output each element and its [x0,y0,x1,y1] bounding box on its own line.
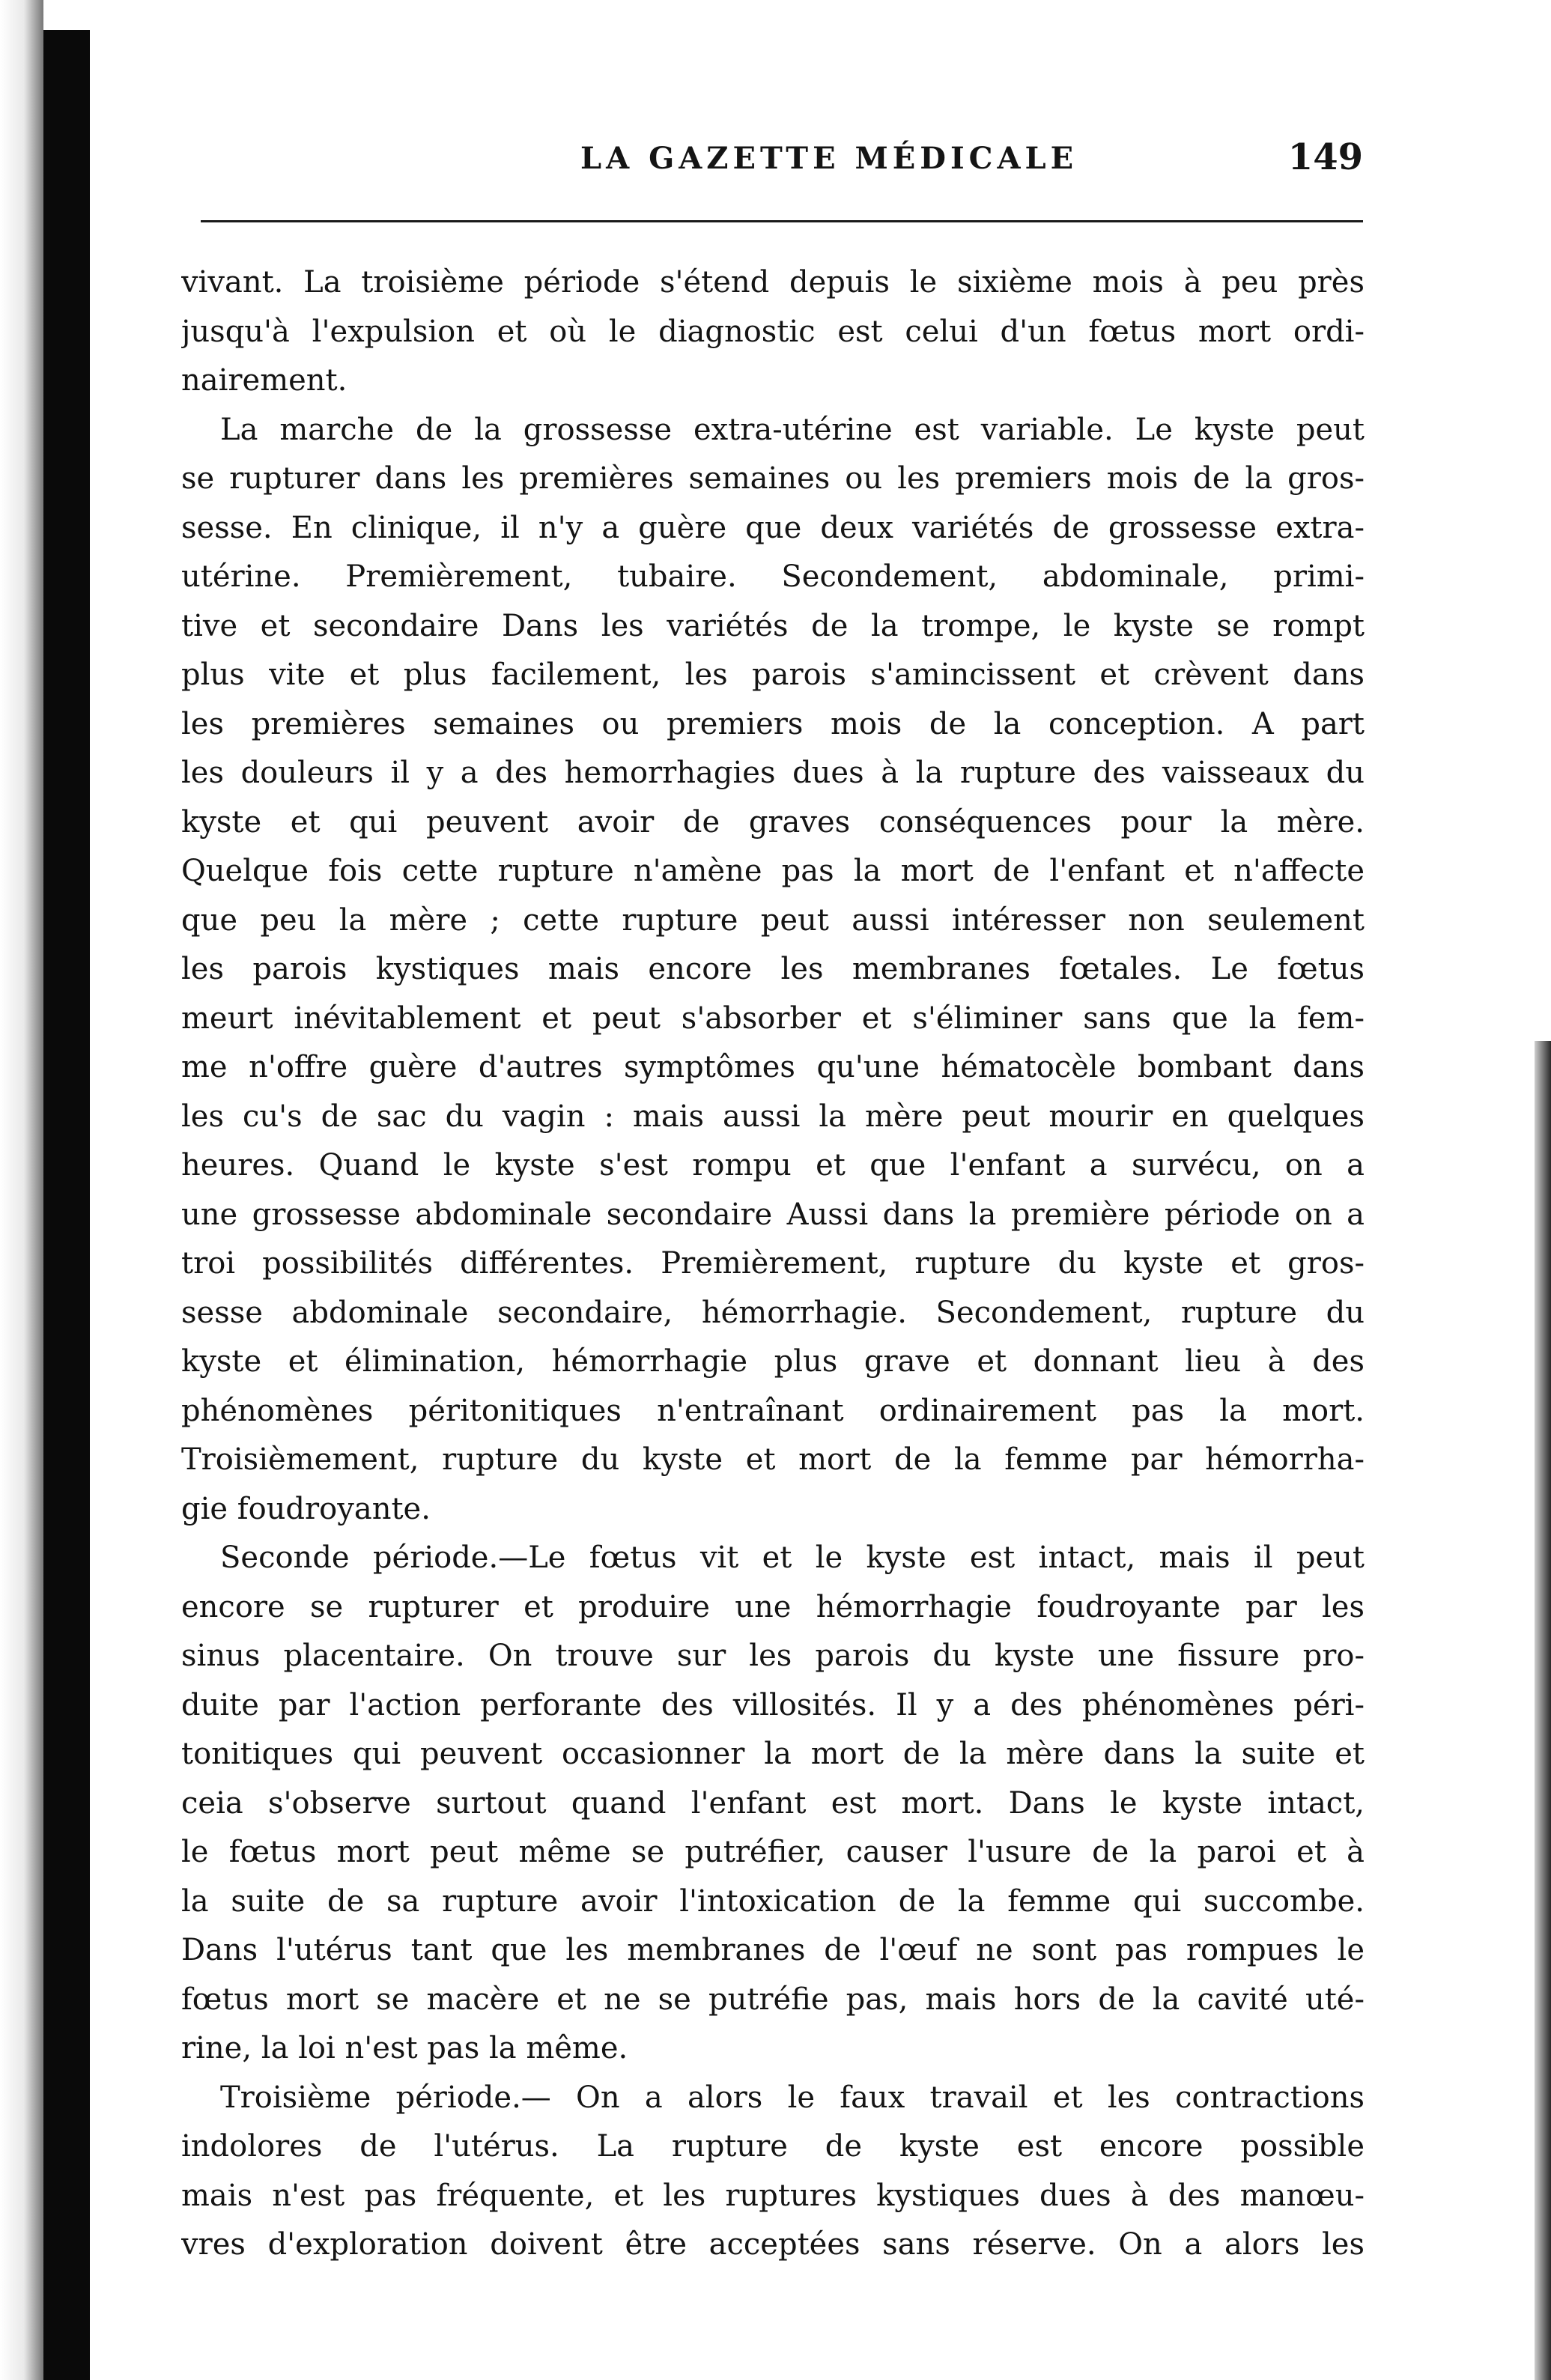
text-line: utérine. Premièrement, tubaire. Secondement, abdominale, primi- [181,559,1365,594]
scan-edge-left [0,0,43,2380]
text-line: se rupturer dans les premières semaines ou les premiers mois de la gros- [181,461,1365,496]
body-text [181,258,1365,2270]
running-title: LA GAZETTE MÉDICALE [580,141,1078,176]
text-line: nairement. [181,363,347,398]
text-line: tive et secondaire Dans les variétés de la trompe, le kyste se rompt [181,608,1365,643]
text-line: indolores de l'utérus. La rupture de kyste est encore possible [181,2129,1365,2164]
text-line: troi possibilités différentes. Premièrement, rupture du kyste et gros- [181,1246,1365,1281]
text-line: meurt inévitablement et peut s'absorber et s'éliminer sans que la fem- [181,1001,1365,1036]
header-rule [201,220,1363,222]
text-line: rine, la loi n'est pas la même. [181,2031,628,2065]
text-line: ceia s'observe surtout quand l'enfant est mort. Dans le kyste intact, [181,1785,1365,1821]
text-line: phénomènes péritonitiques n'entraînant ordinairement pas la mort. [181,1393,1365,1428]
text-line: kyste et qui peuvent avoir de graves conséquences pour la mère. [181,804,1365,840]
text-line: Quelque fois cette rupture n'amène pas la mort de l'enfant et n'affecte [181,854,1365,888]
text-line: Troisième période.— On a alors le faux travail et les contractions [220,2080,1365,2115]
text-line: me n'offre guère d'autres symptômes qu'une hématocèle bombant dans [181,1050,1365,1084]
text-line: jusqu'à l'expulsion et où le diagnostic est celui d'un fœtus mort ordi- [181,314,1365,349]
text-line: plus vite et plus facilement, les parois s'amincissent et crèvent dans [181,658,1365,692]
text-line: les cu's de sac du vagin : mais aussi la mère peut mourir en quelques [181,1099,1365,1134]
text-line: sesse abdominale secondaire, hémorrhagie. Secondement, rupture du [181,1295,1365,1330]
page-header [180,136,1363,189]
text-line: Dans l'utérus tant que les membranes de l'œuf ne sont pas rompues le [181,1933,1365,1967]
text-line: heures. Quand le kyste s'est rompu et que l'enfant a survécu, on a [181,1148,1365,1183]
text-line: gie foudroyante. [181,1491,431,1526]
text-line: une grossesse abdominale secondaire Aussi dans la première période on a [181,1197,1365,1232]
text-line: les premières semaines ou premiers mois de la conception. A part [181,706,1365,741]
scan-edge-right [1535,1041,1551,2380]
text-line: kyste et élimination, hémorrhagie plus grave et donnant lieu à des [181,1344,1365,1379]
text-line: les douleurs il y a des hemorrhagies dues à la rupture des vaisseaux du [181,756,1365,790]
text-line: Troisièmement, rupture du kyste et mort de la femme par hémorrha- [181,1442,1365,1477]
text-line: la suite de sa rupture avoir l'intoxication de la femme qui succombe. [181,1883,1365,1919]
text-line: La marche de la grossesse extra-utérine est variable. Le kyste peut [220,412,1365,447]
text-line: encore se rupturer et produire une hémorrhagie foudroyante par les [181,1589,1365,1624]
text-line: Seconde période.—Le fœtus vit et le kyste est intact, mais il peut [220,1540,1365,1575]
text-line: duite par l'action perforante des villosités. Il y a des phénomènes péri- [181,1687,1365,1722]
text-line: les parois kystiques mais encore les membranes fœtales. Le fœtus [181,952,1365,986]
text-line: sinus placentaire. On trouve sur les parois du kyste une fissure pro- [181,1639,1365,1673]
binding-shadow-left [43,30,90,2380]
text-line: que peu la mère ; cette rupture peut aussi intéresser non seulement [181,902,1365,938]
text-line: mais n'est pas fréquente, et les ruptures kystiques dues à des manœu- [181,2178,1365,2213]
page-number: 149 [1287,136,1363,178]
text-line: tonitiques qui peuvent occasionner la mort de la mère dans la suite et [181,1737,1365,1771]
text-line: fœtus mort se macère et ne se putréfie pas, mais hors de la cavité uté- [181,1982,1365,2017]
text-line: vres d'exploration doivent être acceptées sans réserve. On a alors les [181,2227,1365,2262]
text-line: sesse. En clinique, il n'y a guère que deux variétés de grossesse extra- [181,510,1365,545]
text-line: le fœtus mort peut même se putréfier, causer l'usure de la paroi et à [181,1835,1365,1869]
text-line: vivant. La troisième période s'étend depuis le sixième mois à peu près [181,265,1365,300]
